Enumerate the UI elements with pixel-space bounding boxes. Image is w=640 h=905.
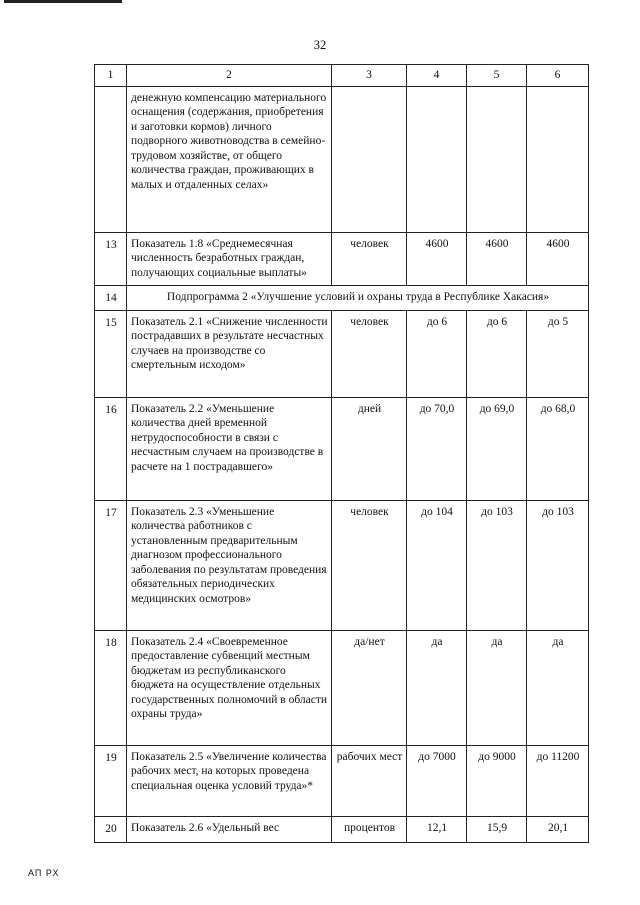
row-number: 20 [95,816,127,842]
unit-cell: дней [332,397,407,500]
indicator-text: Показатель 2.4 «Своевременное предоставление субвенций местным бюджетам из республиканского бюджета на осуществление отдельных государственных полномочий в области охраны труда» [127,630,332,745]
value-cell: до 68,0 [527,397,589,500]
unit-cell: рабочих мест [332,745,407,816]
row-number: 16 [95,397,127,500]
value-cell: до 6 [407,310,467,397]
unit-cell: человек [332,500,407,630]
value-cell: до 103 [467,500,527,630]
header-cell: 2 [127,65,332,87]
table-row [95,310,589,397]
indicator-text: Показатель 2.6 «Удельный вес [127,816,332,842]
value-cell [407,86,467,232]
value-cell: до 11200 [527,745,589,816]
indicator-text: Показатель 2.2 «Уменьшение количества дней временной нетрудоспособности в связи с несчастным случаем на производстве в расчете на 1 пострадавшего» [127,397,332,500]
table-row [95,630,589,745]
indicators-table [94,64,589,843]
subprogram-title: Подпрограмма 2 «Улучшение условий и охраны труда в Республике Хакасия» [127,285,589,310]
table-row [95,397,589,500]
indicator-text: денежную компенсацию материального оснащения (содержания, приобретения и заготовки кормов) личного подворного животноводства в семейно-трудовом хозяйстве, от общего количества граждан, проживающих в малых и отдаленных селах» [127,86,332,232]
subprogram-row [95,285,589,310]
value-cell [467,86,527,232]
table-row [95,745,589,816]
unit-cell: человек [332,232,407,285]
header-cell: 6 [527,65,589,87]
row-number: 14 [95,285,127,310]
header-cell: 4 [407,65,467,87]
row-number: 13 [95,232,127,285]
value-cell: 15,9 [467,816,527,842]
value-cell: до 70,0 [407,397,467,500]
footer-mark: АП РХ [28,868,60,878]
value-cell: да [527,630,589,745]
value-cell: 4600 [527,232,589,285]
value-cell: до 7000 [407,745,467,816]
table-row [95,500,589,630]
value-cell: 4600 [407,232,467,285]
table-row [95,86,589,232]
value-cell: до 9000 [467,745,527,816]
value-cell [527,86,589,232]
row-number [95,86,127,232]
table-row [95,232,589,285]
value-cell: до 5 [527,310,589,397]
indicator-text: Показатель 2.3 «Уменьшение количества работников с установленным предварительным диагнозом профессионального заболевания по результатам проведения обязательных периодических медицинских осмотров» [127,500,332,630]
unit-cell: процентов [332,816,407,842]
page-number: 32 [313,38,327,52]
value-cell: да [407,630,467,745]
header-cell: 5 [467,65,527,87]
unit-cell: человек [332,310,407,397]
indicator-text: Показатель 2.5 «Увеличение количества рабочих мест, на которых проведена специальная оценка условий труда»* [127,745,332,816]
row-number: 17 [95,500,127,630]
row-number: 19 [95,745,127,816]
row-number: 18 [95,630,127,745]
value-cell: 20,1 [527,816,589,842]
value-cell: до 69,0 [467,397,527,500]
indicator-text: Показатель 1.8 «Среднемесячная численность безработных граждан, получающих социальные выплаты» [127,232,332,285]
header-cell: 1 [95,65,127,87]
row-number: 15 [95,310,127,397]
unit-cell [332,86,407,232]
table-row [95,816,589,842]
value-cell: до 104 [407,500,467,630]
scan-edge-line [4,0,122,3]
indicator-text: Показатель 2.1 «Снижение численности пострадавших в результате несчастных случаев на производстве со смертельным исходом» [127,310,332,397]
value-cell: 12,1 [407,816,467,842]
value-cell: до 6 [467,310,527,397]
header-cell: 3 [332,65,407,87]
table-header-row [95,65,589,87]
value-cell: да [467,630,527,745]
unit-cell: да/нет [332,630,407,745]
value-cell: 4600 [467,232,527,285]
value-cell: до 103 [527,500,589,630]
